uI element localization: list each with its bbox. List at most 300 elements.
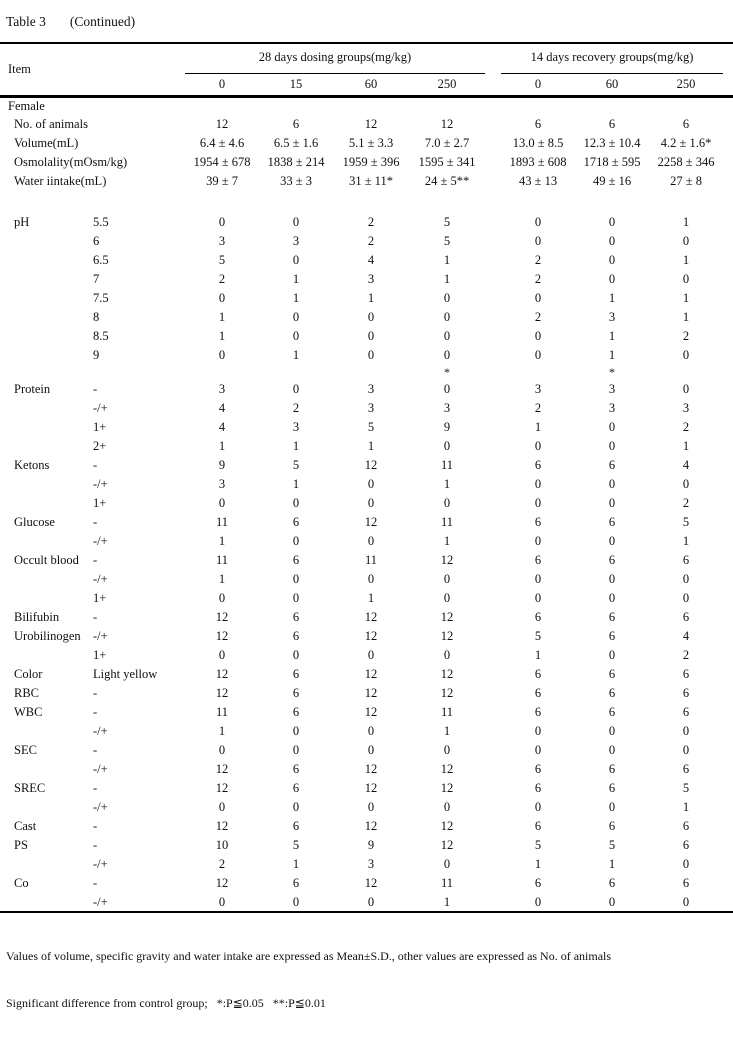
right-margin [723,270,733,289]
right-margin [723,399,733,418]
value-cell: 11 [440,515,454,529]
value-cell: 0 [367,348,375,362]
value-cell: 12 [364,515,378,529]
value-cell: 4 [218,401,226,415]
value-cell: 3 [367,272,375,286]
right-margin [723,532,733,551]
value-cell: 0 [218,894,226,909]
value-cell: 43 ± 13 [518,174,558,188]
row-label: Bilifubin [14,610,60,624]
column-gap [485,308,501,327]
right-margin [723,855,733,874]
value-cell: 6 [534,117,542,131]
right-margin [723,437,733,456]
row-label [0,308,93,327]
value-cell: 5 [367,420,375,434]
value-cell: 2 [534,272,542,286]
row-label: SREC [14,781,46,795]
value-cell: 6 [292,515,300,529]
value-cell: 6 [292,876,300,890]
value-cell: 0 [534,439,542,453]
value-cell: 0 [443,382,451,396]
dose-header-recovery-0: 0 [501,73,575,96]
value-cell: 3 [292,420,300,434]
value-cell: 5 [292,838,300,852]
right-margin [723,172,733,191]
value-cell: 0 [443,857,451,871]
column-gap [485,760,501,779]
value-cell: 0 [292,572,300,586]
value-cell: 13.0 ± 8.5 [512,136,564,150]
value-cell: 6 [292,553,300,567]
right-margin [723,798,733,817]
value-cell: 6 [534,610,542,624]
value-cell: 0 [292,253,300,267]
column-gap [485,532,501,551]
value-cell: 12 [364,762,378,776]
value-cell: 1 [292,477,300,491]
value-cell [333,365,409,380]
dose-header-recovery-250: 250 [649,73,723,96]
right-margin [723,551,733,570]
recovery-group-header: 14 days recovery groups(mg/kg) [501,43,723,73]
value-cell: 1 [367,439,375,453]
value-cell: 1 [443,272,451,286]
value-cell: 12 [215,876,229,890]
value-cell: 12 [215,781,229,795]
value-cell: 12 [364,705,378,719]
column-gap [485,134,501,153]
value-cell: 0 [534,329,542,343]
row-label: SEC [14,743,37,757]
sub-label: 1+ [93,591,107,605]
summary-row [0,134,733,153]
sub-label: -/+ [93,800,108,814]
value-cell: 0 [608,800,616,814]
detail-row [0,703,733,722]
value-cell: 12 [440,838,454,852]
value-cell: 3 [443,401,451,415]
value-cell: 0 [443,310,451,324]
value-cell: 6 [292,629,300,643]
sub-label: 1+ [93,420,107,434]
sub-label: 6.5 [93,253,109,267]
value-cell: 12 [215,686,229,700]
value-cell: 6 [534,876,542,890]
sub-label: -/+ [93,894,108,909]
value-cell: 1 [608,291,616,305]
value-cell: 0 [608,496,616,510]
row-label [0,532,93,551]
value-cell: 12 [440,553,454,567]
right-margin [723,513,733,532]
detail-row [0,213,733,232]
detail-row [0,532,733,551]
sub-label: Light yellow [93,667,158,681]
section-label: Female [8,98,45,113]
value-cell: 0 [608,234,616,248]
sub-label: - [93,819,98,833]
value-cell: 11 [215,515,229,529]
detail-row [0,289,733,308]
sub-label: 8 [93,310,100,324]
row-label [0,365,93,380]
column-gap [485,817,501,836]
detail-row [0,270,733,289]
value-cell: 6 [682,667,690,681]
value-cell: 0 [534,291,542,305]
value-cell: 6 [608,610,616,624]
row-label: PS [14,838,28,852]
right-margin [723,308,733,327]
value-cell: 1954 ± 678 [193,155,251,169]
value-cell: 1 [682,310,690,324]
value-cell: 0 [367,572,375,586]
value-cell: 0 [292,800,300,814]
value-cell: 1 [682,215,690,229]
detail-row [0,346,733,365]
value-cell: 2258 ± 346 [657,155,715,169]
right-margin [723,115,733,134]
row-label [0,327,93,346]
value-cell: 1 [682,291,690,305]
summary-row [0,115,733,134]
value-cell: 2 [534,310,542,324]
row-label [0,399,93,418]
value-cell: 11 [440,876,454,890]
value-cell: 12 [215,117,229,131]
value-cell: 0 [367,477,375,491]
value-cell: 0 [292,894,300,909]
right-margin [723,589,733,608]
value-cell: 0 [292,382,300,396]
gap-row [0,191,733,213]
value-cell: 4 [682,629,690,643]
value-cell: 1 [367,291,375,305]
detail-row [0,437,733,456]
detail-row [0,665,733,684]
group-header-row [0,43,733,73]
right-margin [723,475,733,494]
value-cell: * [609,365,616,379]
value-cell: 0 [443,648,451,662]
column-gap [485,418,501,437]
value-cell: 6 [682,705,690,719]
value-cell: 1 [682,439,690,453]
value-cell: 6 [608,819,616,833]
value-cell: 4 [367,253,375,267]
value-cell: 1 [682,534,690,548]
value-cell: 11 [440,458,454,472]
value-cell: 4.2 ± 1.6* [660,136,712,150]
right-margin [723,760,733,779]
value-cell: 0 [292,329,300,343]
column-gap [485,437,501,456]
value-cell: 0 [682,477,690,491]
value-cell: 0 [682,743,690,757]
value-cell: 1 [218,724,226,738]
value-cell: 0 [534,743,542,757]
sub-label: -/+ [93,401,108,415]
value-cell: 12.3 ± 10.4 [583,136,641,150]
value-cell: 6 [534,819,542,833]
right-margin [723,741,733,760]
value-cell: 6 [608,515,616,529]
value-cell: 12 [364,876,378,890]
detail-row [0,494,733,513]
value-cell [649,365,723,380]
right-margin [723,251,733,270]
row-label [0,475,93,494]
value-cell: 1 [534,420,542,434]
right-margin [723,893,733,912]
row-label: Glucose [14,515,55,529]
value-cell: * [444,365,451,379]
summary-row [0,172,733,191]
value-cell: 31 ± 11* [349,174,393,188]
value-cell: 2 [534,253,542,267]
row-label: Color [14,667,43,681]
column-gap [485,380,501,399]
value-cell: 1 [443,894,451,909]
value-cell: 12 [364,117,378,131]
value-cell: 11 [215,705,229,719]
column-gap [485,798,501,817]
value-cell: 6 [682,117,690,131]
value-cell: 1 [534,648,542,662]
value-cell: 0 [534,591,542,605]
value-cell: 2 [682,420,690,434]
value-cell: 0 [443,800,451,814]
value-cell: 0 [292,496,300,510]
value-cell: 0 [608,648,616,662]
value-cell: 0 [682,894,690,909]
right-margin [723,365,733,380]
sub-label: - [93,838,98,852]
value-cell: 0 [608,272,616,286]
row-label: Ketons [14,458,50,472]
value-cell: 0 [367,800,375,814]
value-cell: 1959 ± 396 [342,155,400,169]
sub-label: - [93,610,98,624]
detail-row [0,855,733,874]
detail-row [0,836,733,855]
sub-label: -/+ [93,857,108,871]
sub-label: 7.5 [93,291,109,305]
detail-row [0,251,733,270]
row-label [0,232,93,251]
summary-row [0,153,733,172]
right-margin [723,665,733,684]
value-cell: 12 [215,667,229,681]
value-cell: 12 [364,781,378,795]
row-label [0,346,93,365]
value-cell: 11 [215,553,229,567]
detail-row [0,232,733,251]
value-cell: 6 [292,667,300,681]
sub-label: - [93,876,98,890]
row-label: Urobilinogen [14,629,81,643]
value-cell: 33 ± 3 [280,174,312,188]
column-gap [485,874,501,893]
column-gap [485,172,501,191]
value-cell: 1718 ± 595 [583,155,641,169]
value-cell: 0 [367,743,375,757]
significance-row [0,365,733,380]
right-margin [723,722,733,741]
right-margin [723,289,733,308]
value-cell: 1 [292,857,300,871]
row-label: Occult blood [14,553,79,567]
column-gap [485,722,501,741]
sub-label: 8.5 [93,329,109,343]
sub-label: - [93,515,98,529]
sub-label: 1+ [93,648,107,662]
value-cell: 6 [292,117,300,131]
value-cell: 5 [608,838,616,852]
row-label [0,760,93,779]
value-cell: 1 [682,800,690,814]
sub-label: -/+ [93,629,108,643]
sub-label: 9 [93,348,100,362]
value-cell: 0 [682,572,690,586]
footnote-line-1: Values of volume, specific gravity and water intake are expressed as Mean±S.D., other values are expressed as No. of animals [6,949,612,963]
detail-row [0,684,733,703]
value-cell: 2 [682,496,690,510]
value-cell: 11 [440,705,454,719]
value-cell: 0 [218,291,226,305]
value-cell: 0 [534,348,542,362]
value-cell: 0 [367,534,375,548]
value-cell: 3 [682,401,690,415]
right-margin [723,346,733,365]
value-cell: 0 [367,894,375,909]
value-cell: 0 [534,215,542,229]
column-gap [485,665,501,684]
right-margin [723,43,733,96]
dose-header-dosing-250: 250 [409,73,485,96]
column-gap [485,475,501,494]
value-cell: 0 [608,572,616,586]
row-label [0,437,93,456]
value-cell: 0 [292,534,300,548]
value-cell: 12 [440,629,454,643]
value-cell: 0 [443,496,451,510]
value-cell: 1 [292,291,300,305]
column-gap [485,627,501,646]
right-margin [723,456,733,475]
column-gap [485,646,501,665]
detail-row [0,589,733,608]
value-cell: 0 [608,591,616,605]
value-cell: 24 ± 5** [424,174,470,188]
dose-header-dosing-15: 15 [259,73,333,96]
row-label [0,646,93,665]
column-gap [485,608,501,627]
detail-row [0,798,733,817]
value-cell: 6 [534,458,542,472]
value-cell: 12 [364,629,378,643]
row-label: Osmolality(mOsm/kg) [14,155,128,169]
value-cell: 6 [534,667,542,681]
value-cell: 6.4 ± 4.6 [199,136,245,150]
column-gap [485,703,501,722]
sub-label: -/+ [93,762,108,776]
sub-label: - [93,705,98,719]
column-gap [485,232,501,251]
value-cell: 12 [215,629,229,643]
value-cell: 9 [443,420,451,434]
value-cell: 0 [218,348,226,362]
value-cell: 3 [367,382,375,396]
value-cell: 0 [608,253,616,267]
row-label: No. of animals [14,117,88,131]
value-cell: 0 [218,800,226,814]
value-cell: 6 [682,838,690,852]
value-cell: 12 [215,762,229,776]
footnote-line-2: Significant difference from control group; *:P≦0.05 **:P≦0.01 [6,995,326,1010]
right-margin [723,153,733,172]
value-cell: 3 [218,382,226,396]
value-cell: 12 [440,819,454,833]
row-label: WBC [14,705,43,719]
value-cell: 6 [534,686,542,700]
value-cell: 0 [367,724,375,738]
detail-row [0,646,733,665]
value-cell: 6 [608,705,616,719]
sub-label: 1+ [93,496,107,510]
dosing-group-header: 28 days dosing groups(mg/kg) [185,43,485,73]
value-cell: 12 [215,610,229,624]
detail-row [0,893,733,912]
value-cell: 0 [292,724,300,738]
value-cell: 39 ± 7 [206,174,238,188]
value-cell: 0 [218,648,226,662]
value-cell: 1 [367,591,375,605]
row-label [0,270,93,289]
value-cell: 3 [218,477,226,491]
value-cell: 7.0 ± 2.7 [424,136,470,150]
section-row [0,96,733,115]
column-gap [485,153,501,172]
urinalysis-table [0,42,733,913]
value-cell: 1 [218,534,226,548]
detail-row [0,475,733,494]
value-cell: 1838 ± 214 [267,155,325,169]
column-gap [485,570,501,589]
column-gap [485,456,501,475]
sub-label: -/+ [93,572,108,586]
detail-row [0,418,733,437]
detail-row [0,551,733,570]
value-cell: 3 [608,401,616,415]
value-cell: 0 [682,382,690,396]
value-cell: 1 [292,272,300,286]
detail-row [0,399,733,418]
value-cell: 1 [218,439,226,453]
value-cell: 0 [682,272,690,286]
value-cell: 6 [292,610,300,624]
value-cell: 0 [608,743,616,757]
value-cell: 3 [608,310,616,324]
value-cell: 6 [608,686,616,700]
value-cell: 1 [218,329,226,343]
value-cell: 3 [292,234,300,248]
column-gap [485,494,501,513]
value-cell: 6 [608,667,616,681]
row-label [0,570,93,589]
detail-row [0,608,733,627]
